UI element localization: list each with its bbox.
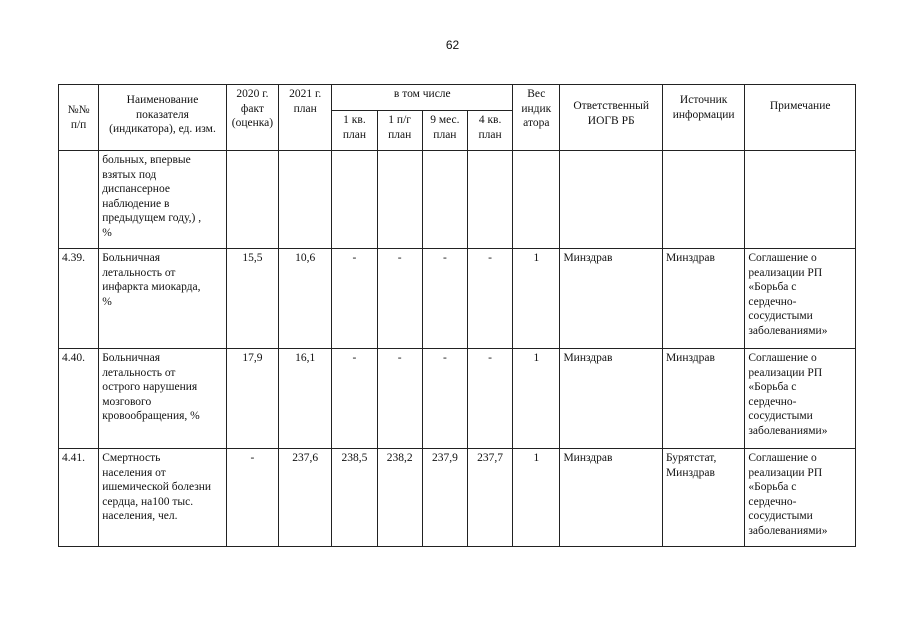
header-responsible: Ответственный ИОГВ РБ (560, 85, 663, 151)
cell-h1: - (377, 249, 422, 349)
cell-q1: - (332, 349, 377, 449)
header-including: в том числе (332, 85, 513, 111)
cell-name: Больничная летальность от инфаркта миокарда, % (99, 249, 227, 349)
header-h1: 1 п/г план (377, 111, 422, 151)
header-num: №№ п/п (59, 85, 99, 151)
cell-q4 (467, 151, 512, 249)
cell-note: Соглашение о реализации РП «Борьба с сердечно- сосудистыми заболеваниями» (745, 349, 856, 449)
cell-num: 4.41. (59, 449, 99, 547)
cell-h1: 238,2 (377, 449, 422, 547)
cell-q4: - (467, 349, 512, 449)
cell-num: 4.40. (59, 349, 99, 449)
cell-q1 (332, 151, 377, 249)
cell-source (662, 151, 744, 249)
cell-weight: 1 (513, 449, 560, 547)
header-source: Источник информации (662, 85, 744, 151)
cell-plan-2021 (279, 151, 332, 249)
cell-9m (422, 151, 467, 249)
cell-fact-2020: 15,5 (226, 249, 278, 349)
cell-source: Бурятстат, Минздрав (662, 449, 744, 547)
table-row (59, 349, 856, 449)
cell-num: 4.39. (59, 249, 99, 349)
table-row (59, 449, 856, 547)
cell-source: Минздрав (662, 349, 744, 449)
header-name: Наименование показателя (индикатора), ед. изм. (99, 85, 227, 151)
header-9m: 9 мес. план (422, 111, 467, 151)
cell-responsible: Минздрав (560, 449, 663, 547)
cell-weight: 1 (513, 349, 560, 449)
cell-num (59, 151, 99, 249)
cell-h1: - (377, 349, 422, 449)
cell-name: Смертность населения от ишемической болезни сердца, на100 тыс. населения, чел. (99, 449, 227, 547)
cell-9m: 237,9 (422, 449, 467, 547)
table-row (59, 151, 856, 249)
cell-weight: 1 (513, 249, 560, 349)
cell-name: больных, впервые взятых под диспансерное наблюдение в предыдущем году,) , % (99, 151, 227, 249)
header-note: Примечание (745, 85, 856, 151)
cell-responsible: Минздрав (560, 249, 663, 349)
cell-q4: 237,7 (467, 449, 512, 547)
cell-9m: - (422, 249, 467, 349)
cell-plan-2021: 237,6 (279, 449, 332, 547)
cell-fact-2020: 17,9 (226, 349, 278, 449)
header-fact-2020: 2020 г. факт (оценка) (226, 85, 278, 151)
cell-9m: - (422, 349, 467, 449)
cell-source: Минздрав (662, 249, 744, 349)
header-q4: 4 кв. план (467, 111, 512, 151)
cell-name: Больничная летальность от острого нарушения мозгового кровообращения, % (99, 349, 227, 449)
cell-fact-2020: - (226, 449, 278, 547)
indicators-table (58, 84, 856, 547)
cell-note: Соглашение о реализации РП «Борьба с сердечно- сосудистыми заболеваниями» (745, 449, 856, 547)
table-row (59, 249, 856, 349)
cell-responsible: Минздрав (560, 349, 663, 449)
header-weight: Вес индик атора (513, 85, 560, 151)
cell-plan-2021: 10,6 (279, 249, 332, 349)
cell-note: Соглашение о реализации РП «Борьба с сердечно- сосудистыми заболеваниями» (745, 249, 856, 349)
cell-q4: - (467, 249, 512, 349)
page-number: 62 (445, 38, 460, 52)
cell-plan-2021: 16,1 (279, 349, 332, 449)
cell-responsible (560, 151, 663, 249)
header-plan-2021: 2021 г. план (279, 85, 332, 151)
cell-weight (513, 151, 560, 249)
cell-q1: 238,5 (332, 449, 377, 547)
cell-h1 (377, 151, 422, 249)
cell-note (745, 151, 856, 249)
cell-fact-2020 (226, 151, 278, 249)
header-q1: 1 кв. план (332, 111, 377, 151)
cell-q1: - (332, 249, 377, 349)
